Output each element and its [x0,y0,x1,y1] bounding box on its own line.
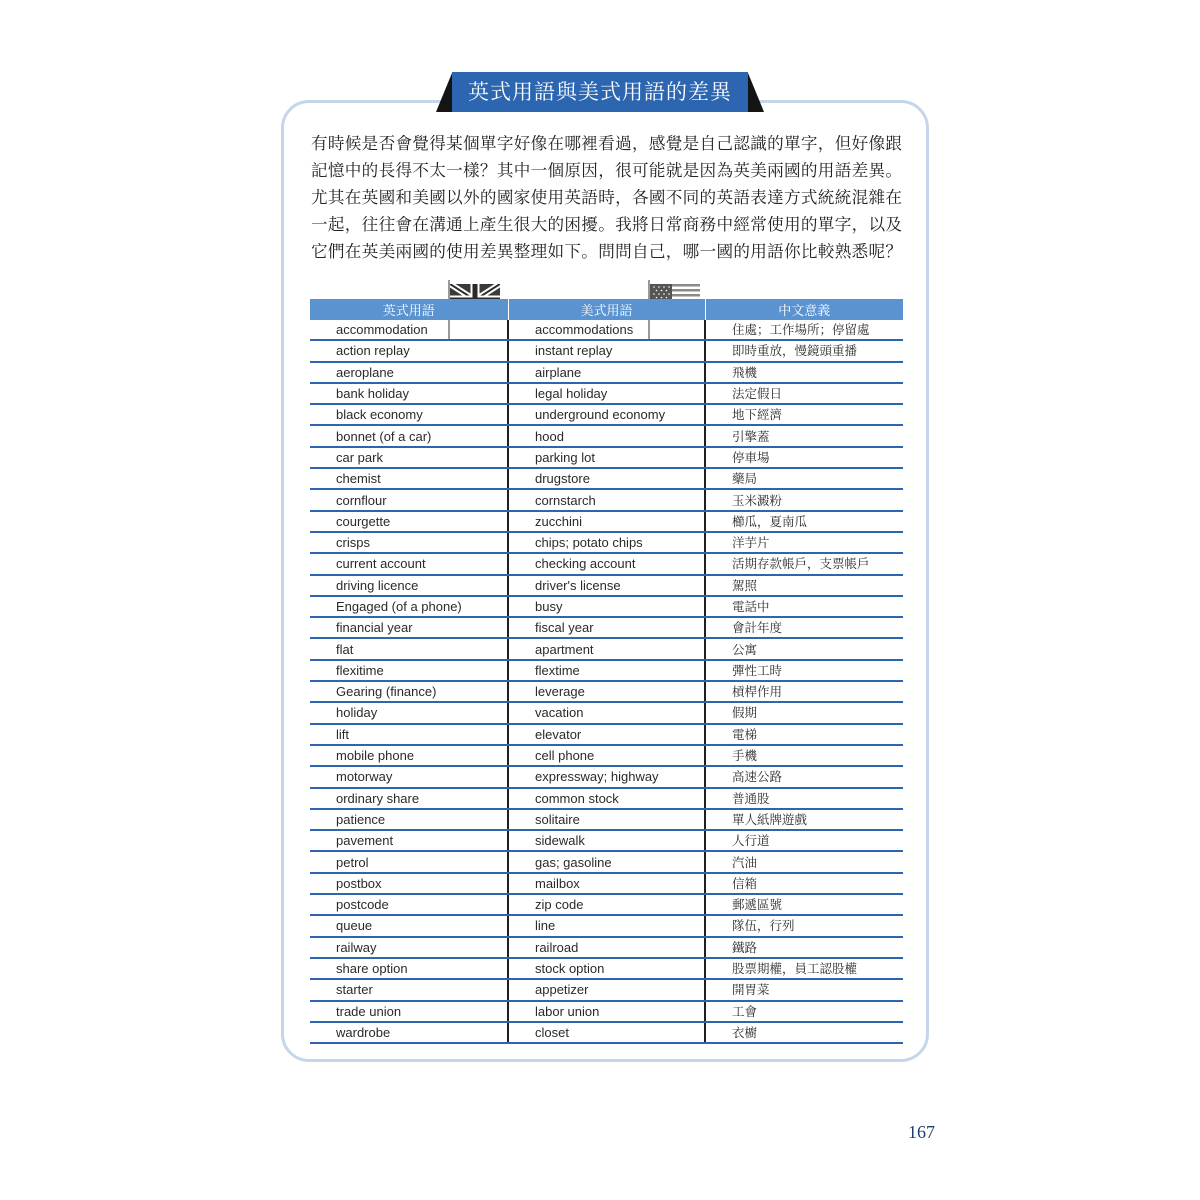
table-row [310,489,903,510]
table-row [310,745,903,766]
table-row [310,851,903,872]
table-row [310,638,903,659]
table-row [310,979,903,1000]
table-header-row [310,299,903,320]
chinese-meaning-cell: 單人紙牌遊戲 [705,809,903,830]
american-term-cell: fiscal year [508,617,705,638]
chinese-meaning-cell: 槓桿作用 [705,681,903,702]
american-term-cell: railroad [508,937,705,958]
american-term-cell: elevator [508,724,705,745]
table-row [310,340,903,361]
british-term-cell: petrol [310,851,508,872]
table-row [310,681,903,702]
british-term-cell: bonnet (of a car) [310,425,508,446]
british-term-cell: wardrobe [310,1022,508,1043]
american-term-cell: labor union [508,1001,705,1022]
chinese-meaning-cell: 股票期權，員工認股權 [705,958,903,979]
british-term-cell: mobile phone [310,745,508,766]
american-term-cell: hood [508,425,705,446]
british-term-cell: queue [310,915,508,936]
table-row [310,553,903,574]
american-term-cell: expressway; highway [508,766,705,787]
table-row [310,788,903,809]
british-term-cell: postbox [310,873,508,894]
british-term-cell: starter [310,979,508,1000]
british-term-cell: black economy [310,404,508,425]
table-row [310,766,903,787]
table-row [310,958,903,979]
american-term-cell: legal holiday [508,383,705,404]
american-term-cell: busy [508,596,705,617]
table-row [310,809,903,830]
american-term-cell: cornstarch [508,489,705,510]
chinese-meaning-cell: 電梯 [705,724,903,745]
chinese-meaning-cell: 飛機 [705,362,903,383]
american-term-cell: zucchini [508,511,705,532]
chinese-meaning-cell: 洋芋片 [705,532,903,553]
american-term-cell: gas; gasoline [508,851,705,872]
intro-line: 記憶中的長得不太一樣？其中一個原因，很可能就是因為英美兩國的用語差異。 [311,161,903,180]
british-term-cell: Engaged (of a phone) [310,596,508,617]
table-row [310,425,903,446]
american-term-cell: closet [508,1022,705,1043]
chinese-meaning-cell: 公寓 [705,638,903,659]
british-term-cell: aeroplane [310,362,508,383]
british-term-cell: flexitime [310,660,508,681]
british-term-cell: lift [310,724,508,745]
table-row [310,575,903,596]
table-row [310,915,903,936]
header-chinese: 中文意義 [705,299,903,320]
table-row [310,362,903,383]
british-term-cell: railway [310,937,508,958]
table-row [310,404,903,425]
chinese-meaning-cell: 鐵路 [705,937,903,958]
british-term-cell: cornflour [310,489,508,510]
american-term-cell: accommodations [508,320,705,340]
chinese-meaning-cell: 高速公路 [705,766,903,787]
american-term-cell: leverage [508,681,705,702]
chinese-meaning-cell: 信箱 [705,873,903,894]
header-american: 美式用語 [508,299,705,320]
table-row [310,468,903,489]
british-term-cell: pavement [310,830,508,851]
chinese-meaning-cell: 即時重放，慢鏡頭重播 [705,340,903,361]
intro-line: 有時候是否會覺得某個單字好像在哪裡看過，感覺是自己認識的單字，但好像跟 [311,134,903,153]
table-row [310,596,903,617]
british-term-cell: share option [310,958,508,979]
american-term-cell: mailbox [508,873,705,894]
table-row [310,873,903,894]
table-row [310,532,903,553]
american-term-cell: common stock [508,788,705,809]
british-term-cell: action replay [310,340,508,361]
american-term-cell: drugstore [508,468,705,489]
british-term-cell: flat [310,638,508,659]
british-term-cell: ordinary share [310,788,508,809]
chinese-meaning-cell: 會計年度 [705,617,903,638]
chinese-meaning-cell: 住處；工作場所；停留處 [705,320,903,340]
british-term-cell: postcode [310,894,508,915]
table-row [310,1022,903,1043]
table-row [310,702,903,723]
intro-line: 一起，往往會在溝通上產生很大的困擾。我將日常商務中經常使用的單字，以及 [311,215,903,234]
chinese-meaning-cell: 汽油 [705,851,903,872]
chinese-meaning-cell: 玉米澱粉 [705,489,903,510]
intro-line: 它們在英美兩國的使用差異整理如下。問問自己，哪一國的用語你比較熟悉呢？ [311,242,903,261]
chinese-meaning-cell: 人行道 [705,830,903,851]
american-term-cell: stock option [508,958,705,979]
chinese-meaning-cell: 藥局 [705,468,903,489]
american-term-cell: sidewalk [508,830,705,851]
american-term-cell: solitaire [508,809,705,830]
american-term-cell: vacation [508,702,705,723]
british-term-cell: patience [310,809,508,830]
american-term-cell: checking account [508,553,705,574]
british-term-cell: accommodation [310,320,508,340]
intro-line: 尤其在英國和美國以外的國家使用英語時，各國不同的英語表達方式統統混雜在 [311,188,903,207]
section-title: 英式用語與美式用語的差異 [452,72,748,112]
chinese-meaning-cell: 彈性工時 [705,660,903,681]
chinese-meaning-cell: 電話中 [705,596,903,617]
page-number: 167 [908,1122,935,1142]
british-term-cell: Gearing (finance) [310,681,508,702]
british-term-cell: holiday [310,702,508,723]
american-term-cell: underground economy [508,404,705,425]
american-term-cell: appetizer [508,979,705,1000]
table-row [310,383,903,404]
chinese-meaning-cell: 假期 [705,702,903,723]
british-term-cell: crisps [310,532,508,553]
table-row [310,511,903,532]
british-term-cell: motorway [310,766,508,787]
british-term-cell: current account [310,553,508,574]
chinese-meaning-cell: 工會 [705,1001,903,1022]
chinese-meaning-cell: 法定假日 [705,383,903,404]
table-row [310,1001,903,1022]
american-term-cell: driver's license [508,575,705,596]
american-term-cell: cell phone [508,745,705,766]
british-term-cell: trade union [310,1001,508,1022]
british-term-cell: car park [310,447,508,468]
chinese-meaning-cell: 隊伍，行列 [705,915,903,936]
chinese-meaning-cell: 郵遞區號 [705,894,903,915]
table-row [310,830,903,851]
table-row [310,617,903,638]
chinese-meaning-cell: 引擎蓋 [705,425,903,446]
american-term-cell: airplane [508,362,705,383]
table-row [310,937,903,958]
british-term-cell: financial year [310,617,508,638]
chinese-meaning-cell: 駕照 [705,575,903,596]
vocabulary-table [310,299,903,1044]
chinese-meaning-cell: 活期存款帳戶，支票帳戶 [705,553,903,574]
chinese-meaning-cell: 開胃菜 [705,979,903,1000]
chinese-meaning-cell: 櫛瓜，夏南瓜 [705,511,903,532]
table-row [310,320,903,340]
american-term-cell: parking lot [508,447,705,468]
american-term-cell: line [508,915,705,936]
table-row [310,447,903,468]
british-term-cell: chemist [310,468,508,489]
chinese-meaning-cell: 手機 [705,745,903,766]
american-term-cell: instant replay [508,340,705,361]
table-row [310,894,903,915]
american-term-cell: chips; potato chips [508,532,705,553]
british-term-cell: bank holiday [310,383,508,404]
header-british: 英式用語 [310,299,508,320]
american-term-cell: flextime [508,660,705,681]
chinese-meaning-cell: 停車場 [705,447,903,468]
chinese-meaning-cell: 地下經濟 [705,404,903,425]
table-body [310,320,903,1043]
chinese-meaning-cell: 普通股 [705,788,903,809]
british-term-cell: driving licence [310,575,508,596]
american-term-cell: zip code [508,894,705,915]
table-row [310,724,903,745]
table-row [310,660,903,681]
american-term-cell: apartment [508,638,705,659]
chinese-meaning-cell: 衣櫥 [705,1022,903,1043]
british-term-cell: courgette [310,511,508,532]
intro-paragraph [311,130,911,265]
